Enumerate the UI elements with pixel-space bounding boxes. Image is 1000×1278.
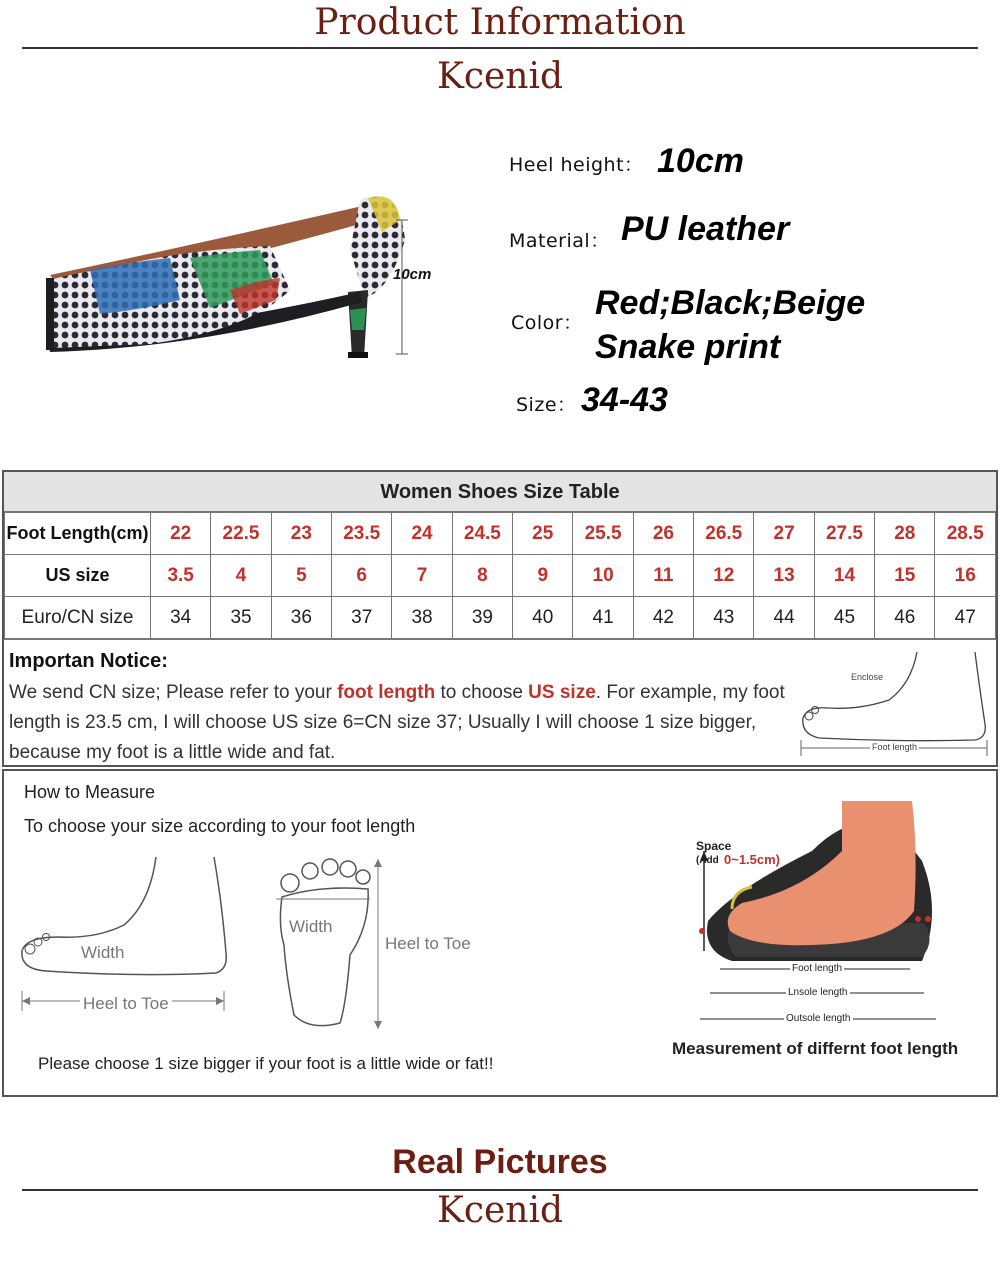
euro-cn-size-row — [5, 597, 996, 639]
notice-text — [9, 678, 799, 768]
size-table-grid — [4, 512, 996, 639]
measure-subtitle: To choose your size according to your foot length — [24, 816, 416, 836]
size-cell: 46 — [875, 597, 935, 639]
page-title: Product Information — [314, 2, 686, 43]
size-cell: 13 — [754, 555, 814, 597]
size-cell: 23 — [271, 513, 331, 555]
row-header: Foot Length(cm) — [5, 513, 151, 555]
size-cell: 7 — [392, 555, 452, 597]
material-value: PU leather — [621, 210, 790, 248]
notice-highlight-us-size: US size — [528, 682, 596, 703]
size-cell: 25 — [513, 513, 573, 555]
size-cell: 44 — [754, 597, 814, 639]
snake-print-mule-illustration — [30, 180, 450, 380]
space-label: Space — [696, 839, 732, 853]
size-cell: 24 — [392, 513, 452, 555]
size-cell: 6 — [332, 555, 392, 597]
size-cell: 40 — [513, 597, 573, 639]
size-cell: 45 — [814, 597, 874, 639]
outsole-length-label: Outsole length — [786, 1013, 851, 1024]
size-cell: 43 — [694, 597, 754, 639]
color-value-secondary: Snake print — [595, 328, 781, 366]
notice-panel — [4, 639, 996, 765]
side-foot-icon — [16, 853, 231, 1013]
brand-name: Kcenid — [436, 56, 564, 97]
color-value-primary: Red;Black;Beige — [595, 284, 866, 322]
notice-text-part: We send CN size; Please refer to your — [9, 682, 338, 703]
notice-text-part: to choose — [435, 682, 529, 703]
size-cell: 23.5 — [332, 513, 392, 555]
notice-title: Importan Notice: — [9, 650, 168, 672]
size-cell: 9 — [513, 555, 573, 597]
heel-height-value: 10cm — [657, 142, 744, 180]
foot-length-diagram-label: Foot length — [872, 742, 918, 752]
size-cell: 4 — [211, 555, 271, 597]
space-range-label: 0~1.5cm) — [724, 852, 781, 867]
foot-length-row — [5, 513, 996, 555]
sole-width-label: Width — [289, 917, 333, 936]
size-cell: 36 — [271, 597, 331, 639]
size-label: Size： — [516, 394, 577, 416]
size-cell: 11 — [633, 555, 693, 597]
measure-title: How to Measure — [24, 782, 156, 802]
size-cell: 12 — [694, 555, 754, 597]
size-cell: 37 — [332, 597, 392, 639]
size-cell: 22 — [151, 513, 211, 555]
size-table-title: Women Shoes Size Table — [4, 472, 996, 512]
size-tip-text: Please choose 1 size bigger if your foot is a little wide or fat!! — [38, 1054, 494, 1073]
size-cell: 8 — [452, 555, 512, 597]
size-cell: 34 — [151, 597, 211, 639]
row-header: Euro/CN size — [5, 597, 151, 639]
size-cell: 14 — [814, 555, 874, 597]
size-cell: 38 — [392, 597, 452, 639]
size-cell: 47 — [935, 597, 996, 639]
size-cell: 27.5 — [814, 513, 874, 555]
size-cell: 28 — [875, 513, 935, 555]
size-cell: 25.5 — [573, 513, 633, 555]
how-to-measure-panel — [2, 769, 998, 1097]
title-divider — [22, 47, 978, 49]
size-cell: 24.5 — [452, 513, 512, 555]
product-image — [30, 180, 450, 380]
size-cell: 27 — [754, 513, 814, 555]
notice-highlight-foot-length: foot length — [337, 682, 436, 703]
footer-brand-name: Kcenid — [436, 1190, 564, 1231]
size-cell: 22.5 — [211, 513, 271, 555]
size-cell: 3.5 — [151, 555, 211, 597]
us-size-row — [5, 555, 996, 597]
size-cell: 41 — [573, 597, 633, 639]
space-add-label: (Add — [696, 855, 719, 866]
size-cell: 42 — [633, 597, 693, 639]
heel-height-marker-label: 10cm — [393, 266, 432, 283]
side-heel-to-toe-label: Heel to Toe — [80, 994, 172, 1014]
size-cell: 16 — [935, 555, 996, 597]
size-cell: 26.5 — [694, 513, 754, 555]
size-cell: 35 — [211, 597, 271, 639]
measurement-caption: Measurement of differnt foot length — [672, 1039, 959, 1058]
heel-height-label: Heel height： — [509, 154, 644, 176]
side-width-label: Width — [81, 943, 125, 962]
diagram-foot-length-label: Foot length — [792, 963, 843, 974]
real-pictures-title: Real Pictures — [392, 1143, 608, 1181]
color-label: Color： — [511, 312, 583, 334]
notice-text-part: . For example, my foot length is 23.5 cm, I will choose US size 6=CN size 37; Usually I will choose 1 size bigger, because my foot is a little wide and fat. — [9, 682, 785, 763]
size-cell: 26 — [633, 513, 693, 555]
insole-length-label: Lnsole length — [788, 987, 848, 998]
size-cell: 10 — [573, 555, 633, 597]
size-cell: 28.5 — [935, 513, 996, 555]
size-cell: 15 — [875, 555, 935, 597]
size-table — [2, 470, 998, 767]
size-cell: 5 — [271, 555, 331, 597]
row-header: US size — [5, 555, 151, 597]
sole-heel-to-toe-label: Heel to Toe — [385, 934, 471, 953]
enclose-label: Enclose — [851, 672, 884, 682]
size-value: 34-43 — [581, 381, 668, 419]
material-label: Material： — [509, 230, 610, 252]
size-cell: 39 — [452, 597, 512, 639]
